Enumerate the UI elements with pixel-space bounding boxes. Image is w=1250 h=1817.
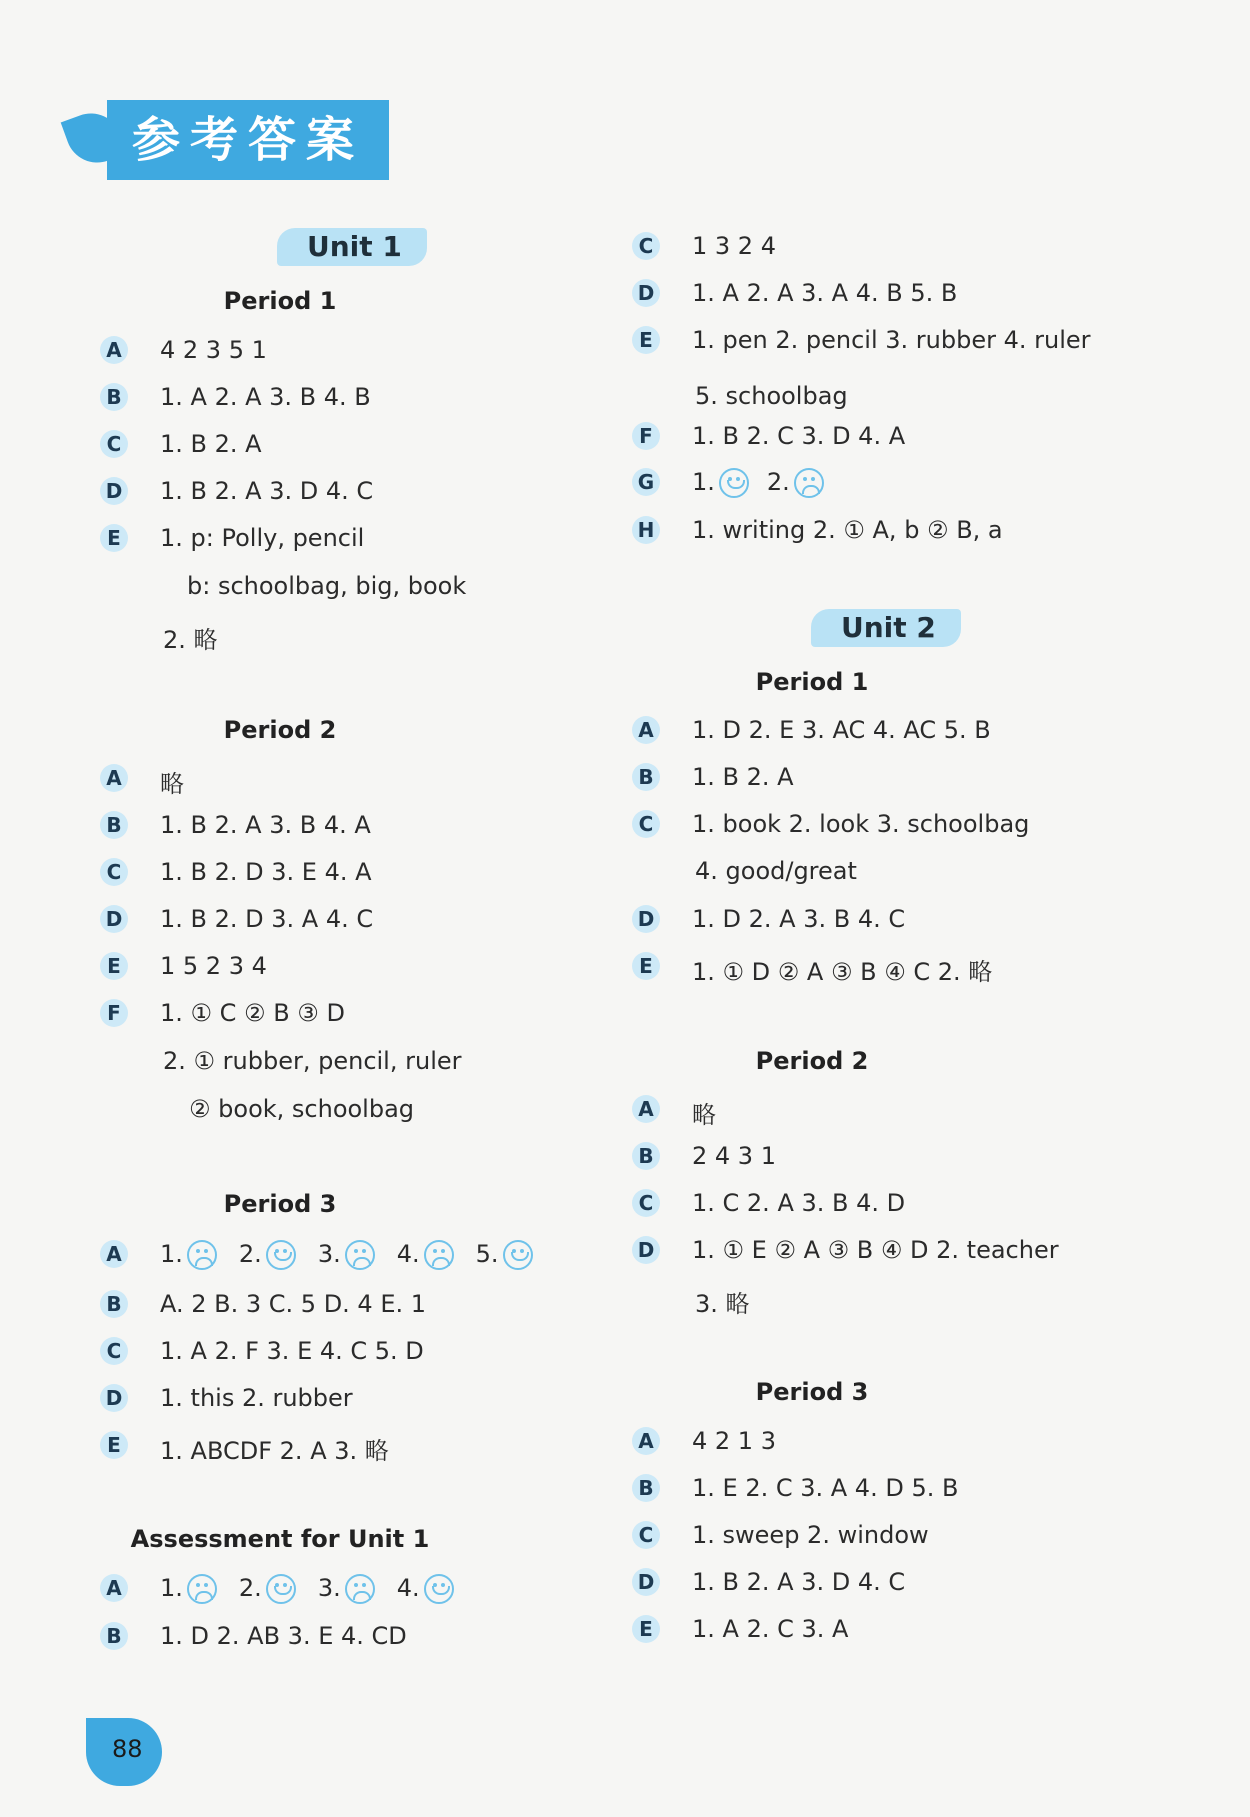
face-answer-label: 4.: [396, 1574, 420, 1602]
period-title: Period 1: [223, 287, 337, 315]
face-answer-label: 3.: [317, 1574, 341, 1602]
answer-text: 1. B 2. A 3. D 4. C: [160, 477, 374, 505]
period-title: Period 2: [755, 1047, 869, 1075]
answer-text: 1. B 2. A: [160, 430, 262, 458]
answer-text: 1. B 2. A 3. D 4. C: [692, 1568, 906, 1596]
period-title: Period 3: [223, 1190, 337, 1218]
question-badge: C: [632, 810, 660, 838]
face-answer-item: [767, 468, 824, 496]
question-badge: A: [100, 764, 128, 792]
answer-text: 1. D 2. A 3. B 4. C: [692, 905, 906, 933]
smiling-face-icon: [266, 1240, 296, 1270]
face-answer-label: 5.: [475, 1240, 499, 1268]
answer-text: 1. ABCDF 2. A 3. 略: [160, 1437, 389, 1465]
answer-text: 1 5 2 3 4: [160, 952, 267, 980]
face-answer-item: [318, 1574, 375, 1602]
answer-text: 1. B 2. A: [692, 763, 794, 791]
unit-heading: [841, 611, 936, 644]
question-badge: D: [632, 279, 660, 307]
question-badge: B: [632, 1474, 660, 1502]
question-badge: B: [632, 763, 660, 791]
sad-face-icon: [794, 468, 824, 498]
answer-text: 1. C 2. A 3. B 4. D: [692, 1189, 906, 1217]
smiling-face-icon: [266, 1574, 296, 1604]
face-answer-label: 3.: [317, 1240, 341, 1268]
unit-heading: [307, 230, 402, 263]
question-badge: F: [100, 999, 128, 1027]
unit-heading-text: Unit 2: [841, 611, 936, 644]
face-answer-item: [397, 1240, 454, 1268]
answer-text: 1. A 2. A 3. A 4. B 5. B: [692, 279, 958, 307]
question-badge: H: [632, 516, 660, 544]
faces-answers: [692, 468, 842, 498]
question-badge: C: [100, 858, 128, 886]
question-badge: C: [632, 1189, 660, 1217]
question-badge: G: [632, 468, 660, 496]
question-badge: E: [100, 1431, 128, 1459]
question-badge: D: [632, 905, 660, 933]
face-answer-label: 1.: [692, 468, 715, 496]
question-badge: B: [100, 383, 128, 411]
face-answer-item: [476, 1240, 533, 1268]
period-title: Period 2: [223, 716, 337, 744]
question-badge: E: [632, 952, 660, 980]
answer-text: 4 2 1 3: [692, 1427, 776, 1455]
question-badge: D: [100, 477, 128, 505]
answer-text: 1. ① E ② A ③ B ④ D 2. teacher: [692, 1236, 1059, 1264]
unit-heading-text: Unit 1: [307, 230, 402, 263]
question-badge: B: [100, 1622, 128, 1650]
smiling-face-icon: [503, 1240, 533, 1270]
face-answer-item: [318, 1240, 375, 1268]
face-answer-item: [160, 1240, 217, 1268]
answer-continuation: 2. ① rubber, pencil, ruler: [163, 1047, 462, 1075]
question-badge: B: [100, 811, 128, 839]
sad-face-icon: [345, 1240, 375, 1270]
question-badge: A: [100, 1574, 128, 1602]
answer-text: 略: [160, 770, 184, 798]
answer-continuation: 5. schoolbag: [695, 382, 848, 410]
sad-face-icon: [424, 1240, 454, 1270]
answer-text: 4 2 3 5 1: [160, 336, 267, 364]
page-title: 参考答案: [107, 100, 389, 180]
smiling-face-icon: [424, 1574, 454, 1604]
answer-text: 1. sweep 2. window: [692, 1521, 929, 1549]
answer-text: 1 3 2 4: [692, 232, 776, 260]
face-answer-item: [239, 1574, 296, 1602]
answer-text: 1. A 2. A 3. B 4. B: [160, 383, 371, 411]
answer-text: 1. ① C ② B ③ D: [160, 999, 345, 1027]
face-answer-label: 2.: [766, 468, 790, 496]
sad-face-icon: [187, 1574, 217, 1604]
question-badge: C: [632, 232, 660, 260]
answer-text: A. 2 B. 3 C. 5 D. 4 E. 1: [160, 1290, 427, 1318]
period-title: Assessment for Unit 1: [130, 1525, 430, 1553]
question-badge: A: [632, 1427, 660, 1455]
answer-text: 2 4 3 1: [692, 1142, 776, 1170]
question-badge: E: [632, 1615, 660, 1643]
answer-text: 1. pen 2. pencil 3. rubber 4. ruler: [692, 326, 1091, 354]
question-badge: E: [100, 524, 128, 552]
faces-answers: [160, 1240, 555, 1270]
question-badge: D: [100, 905, 128, 933]
answer-text: 1. p: Polly, pencil: [160, 524, 365, 552]
question-badge: A: [100, 1240, 128, 1268]
face-answer-item: [397, 1574, 454, 1602]
question-badge: A: [632, 716, 660, 744]
face-answer-label: 1.: [160, 1240, 183, 1268]
answer-text: 1. this 2. rubber: [160, 1384, 353, 1412]
face-answer-item: [160, 1574, 217, 1602]
answer-text: 1. E 2. C 3. A 4. D 5. B: [692, 1474, 959, 1502]
question-badge: A: [100, 336, 128, 364]
answer-continuation: ② book, schoolbag: [189, 1095, 415, 1123]
face-answer-label: 2.: [238, 1574, 262, 1602]
question-badge: C: [100, 430, 128, 458]
answer-text: 1. B 2. C 3. D 4. A: [692, 422, 906, 450]
question-badge: E: [632, 326, 660, 354]
answer-text: 1. B 2. D 3. A 4. C: [160, 905, 374, 933]
question-badge: D: [632, 1568, 660, 1596]
sad-face-icon: [345, 1574, 375, 1604]
answer-text: 1. D 2. AB 3. E 4. CD: [160, 1622, 407, 1650]
question-badge: D: [100, 1384, 128, 1412]
period-title: Period 1: [755, 668, 869, 696]
question-badge: B: [100, 1290, 128, 1318]
answer-text: 1. D 2. E 3. AC 4. AC 5. B: [692, 716, 991, 744]
answer-continuation: 2. 略: [163, 626, 218, 654]
answer-text: 1. B 2. D 3. E 4. A: [160, 858, 372, 886]
question-badge: C: [100, 1337, 128, 1365]
answer-continuation: 4. good/great: [695, 857, 857, 885]
answer-text: 1. A 2. F 3. E 4. C 5. D: [160, 1337, 424, 1365]
question-badge: E: [100, 952, 128, 980]
answer-text: 1. ① D ② A ③ B ④ C 2. 略: [692, 958, 993, 986]
question-badge: B: [632, 1142, 660, 1170]
question-badge: A: [632, 1095, 660, 1123]
answer-continuation: 3. 略: [695, 1290, 750, 1318]
face-answer-label: 1.: [160, 1574, 183, 1602]
faces-answers: [160, 1574, 476, 1604]
face-answer-item: [692, 468, 749, 496]
question-badge: D: [632, 1236, 660, 1264]
answer-text: 略: [692, 1101, 716, 1129]
answer-text: 1. writing 2. ① A, b ② B, a: [692, 516, 1003, 544]
answer-continuation: b: schoolbag, big, book: [187, 572, 467, 600]
question-badge: F: [632, 422, 660, 450]
smiling-face-icon: [719, 468, 749, 498]
question-badge: C: [632, 1521, 660, 1549]
face-answer-item: [239, 1240, 296, 1268]
answer-text: 1. book 2. look 3. schoolbag: [692, 810, 1030, 838]
face-answer-label: 4.: [396, 1240, 420, 1268]
answer-text: 1. A 2. C 3. A: [692, 1615, 849, 1643]
sad-face-icon: [187, 1240, 217, 1270]
answer-text: 1. B 2. A 3. B 4. A: [160, 811, 371, 839]
face-answer-label: 2.: [238, 1240, 262, 1268]
period-title: Period 3: [755, 1378, 869, 1406]
page-number: 88: [112, 1735, 143, 1763]
